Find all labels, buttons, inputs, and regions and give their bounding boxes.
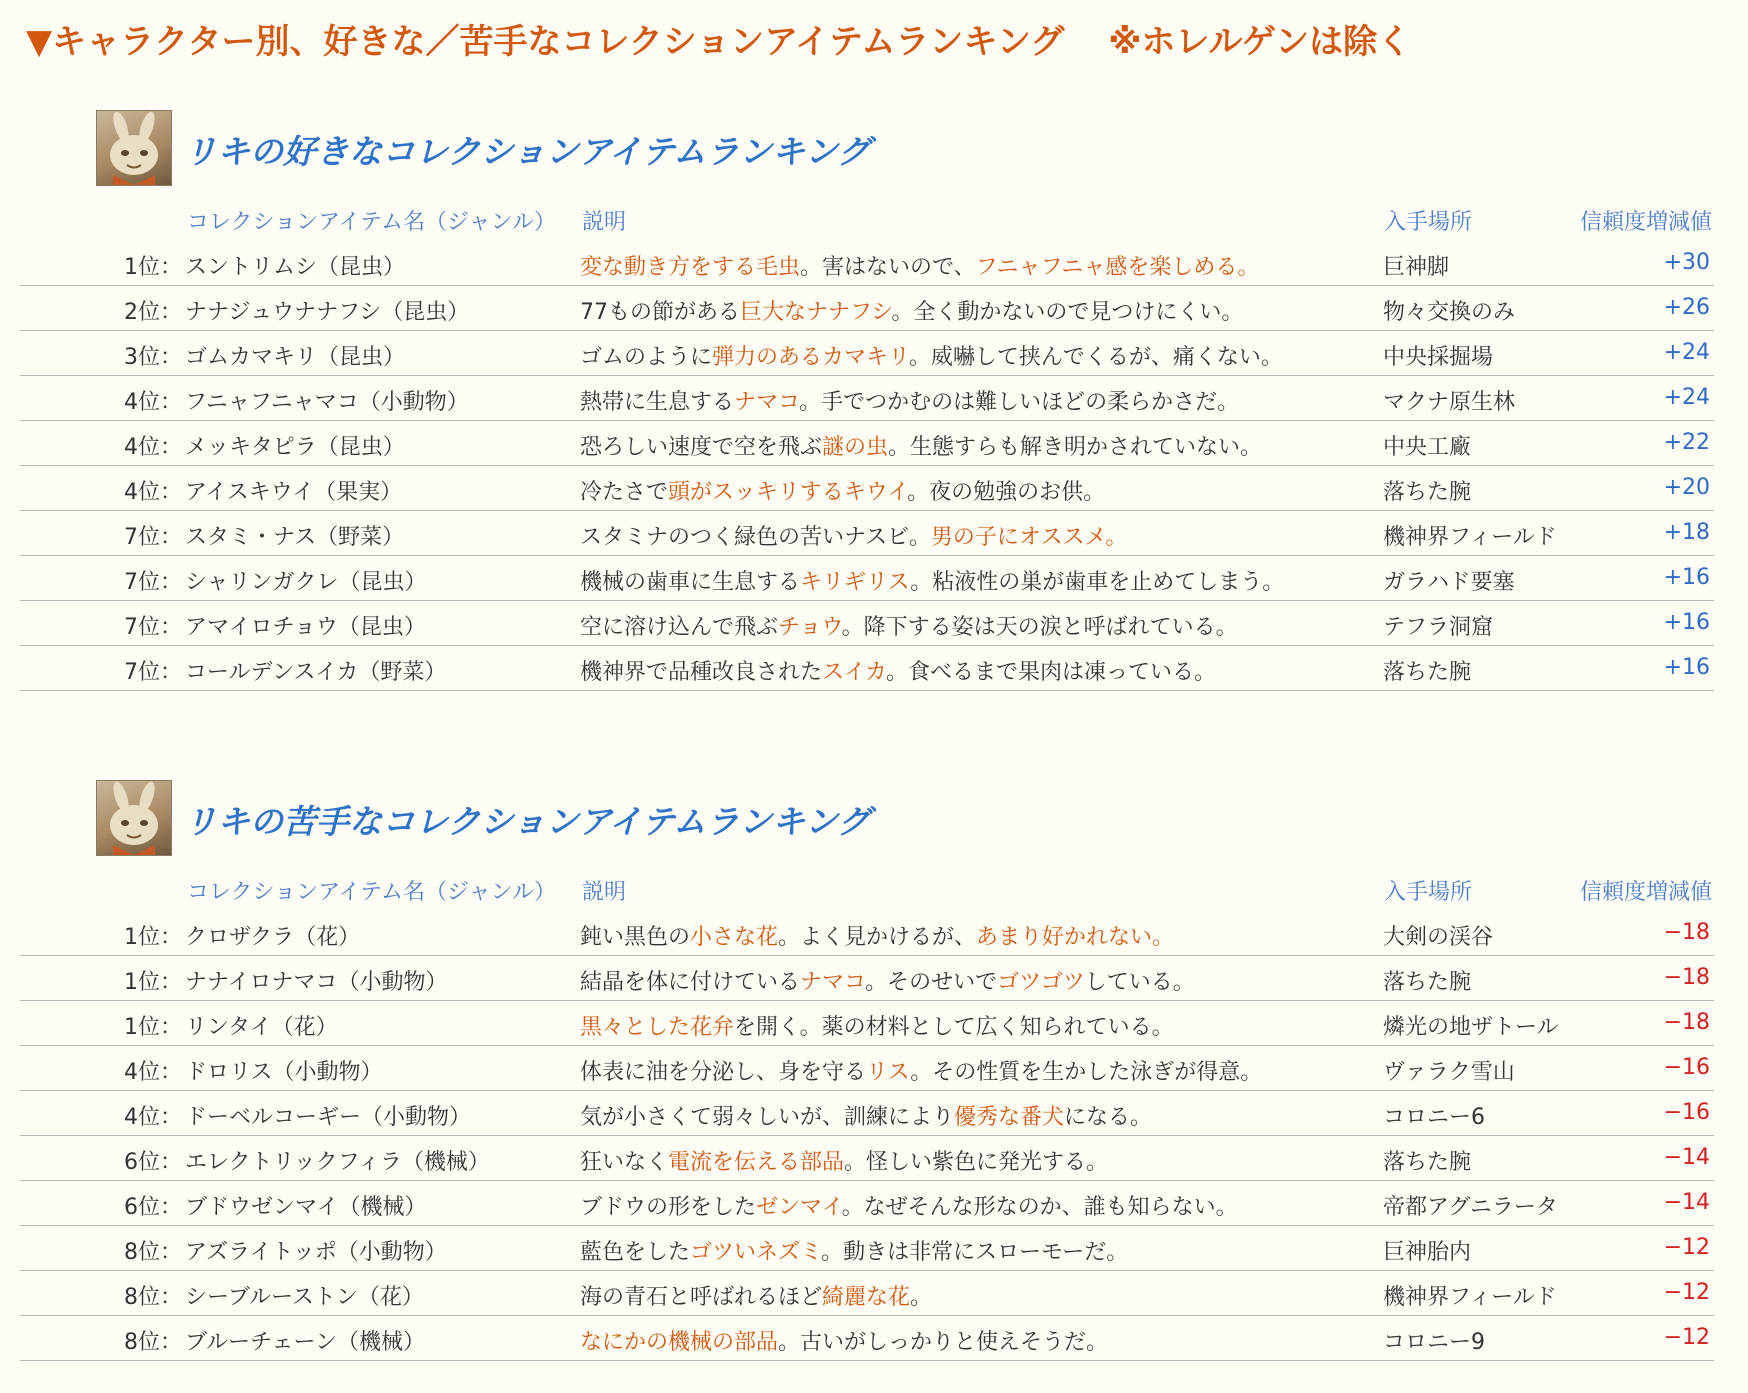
rank-label: 8位： bbox=[124, 1285, 182, 1310]
table-row bbox=[20, 1271, 1714, 1316]
header-place: 入手場所 bbox=[1384, 880, 1473, 905]
description-highlight: あまり好かれない。 bbox=[976, 925, 1175, 950]
description-highlight: ナマコ bbox=[800, 970, 866, 995]
item-description bbox=[580, 430, 1262, 461]
description-text: 恐ろしい速度で空を飛ぶ bbox=[580, 435, 823, 460]
rank-label: 7位： bbox=[124, 525, 182, 550]
header-value: 信頼度増減値 bbox=[1579, 880, 1712, 905]
table-row bbox=[20, 1091, 1714, 1136]
item-description bbox=[580, 1100, 1152, 1131]
item-location: 物々交換のみ bbox=[1383, 300, 1516, 325]
item-location: コロニー6 bbox=[1383, 1105, 1485, 1130]
description-text: 。威嚇して挟んでくるが、痛くない。 bbox=[908, 345, 1283, 370]
description-highlight: 綺麗な花 bbox=[822, 1285, 911, 1310]
item-name: クロザクラ（花） bbox=[185, 925, 361, 950]
item-name: リンタイ（花） bbox=[185, 1015, 338, 1040]
table-row bbox=[20, 956, 1714, 1001]
table-row bbox=[20, 646, 1714, 691]
description-highlight: ゼンマイ bbox=[756, 1195, 842, 1220]
item-name: コールデンスイカ（野菜） bbox=[185, 660, 447, 685]
description-text: スタミナのつく緑色の苦いナスビ。 bbox=[580, 525, 931, 550]
trust-value: +16 bbox=[1663, 610, 1710, 635]
description-text: 。 bbox=[910, 1285, 933, 1310]
table-row bbox=[20, 511, 1714, 556]
description-highlight: 変な動き方をする毛虫 bbox=[580, 255, 801, 280]
item-location: 巨神脚 bbox=[1383, 255, 1450, 280]
description-text: 。その性質を生かした泳ぎが得意。 bbox=[910, 1060, 1263, 1085]
description-highlight: 巨大なナナフシ bbox=[740, 300, 892, 325]
item-location: マクナ原生林 bbox=[1383, 390, 1516, 415]
header-name: コレクションアイテム名（ジャンル） bbox=[187, 210, 557, 235]
description-text: 鈍い黒色の bbox=[580, 925, 691, 950]
rank-label: 1位： bbox=[124, 255, 182, 280]
description-highlight: 小さな花 bbox=[690, 925, 779, 950]
item-name: アズライトッポ（小動物） bbox=[185, 1240, 447, 1265]
item-name: アイスキウイ（果実） bbox=[185, 480, 403, 505]
table-row bbox=[20, 1136, 1714, 1181]
item-description bbox=[580, 655, 1216, 686]
description-highlight: 優秀な番犬 bbox=[954, 1105, 1065, 1130]
table-row bbox=[20, 1001, 1714, 1046]
table-row bbox=[20, 241, 1714, 286]
table-row bbox=[20, 911, 1714, 956]
item-name: ナナジュウナナフシ（昆虫） bbox=[185, 300, 470, 325]
description-text: 熱帯に生息する bbox=[580, 390, 735, 415]
item-name: ブドウゼンマイ（機械） bbox=[185, 1195, 427, 1220]
description-text: 。なぜそんな形なのか、誰も知らない。 bbox=[841, 1195, 1238, 1220]
item-name: ドーベルコーギー（小動物） bbox=[185, 1105, 472, 1130]
trust-value: −12 bbox=[1663, 1280, 1710, 1305]
item-description bbox=[580, 1280, 932, 1311]
description-text: 気が小さくて弱々しいが、訓練により bbox=[580, 1105, 955, 1130]
riki-portrait-icon bbox=[96, 110, 172, 186]
description-text: 藍色をした bbox=[580, 1240, 691, 1265]
page-note: ※ホレルゲンは除く bbox=[1108, 22, 1412, 62]
ranking-table bbox=[20, 911, 1714, 1361]
description-highlight: キリギリス bbox=[800, 570, 911, 595]
item-location: 落ちた腕 bbox=[1383, 480, 1472, 505]
table-row bbox=[20, 466, 1714, 511]
trust-value: +30 bbox=[1663, 250, 1710, 275]
section-title: リキの好きなコレクションアイテムランキング bbox=[184, 132, 871, 171]
item-description bbox=[580, 965, 1195, 996]
description-text: 。古いがしっかりと使えそうだ。 bbox=[778, 1330, 1109, 1355]
item-description bbox=[580, 340, 1283, 371]
table-row bbox=[20, 1181, 1714, 1226]
description-text: ゴムのように bbox=[580, 345, 713, 370]
description-text: 。よく見かけるが、 bbox=[778, 925, 977, 950]
item-description bbox=[580, 1010, 1174, 1041]
item-name: ドロリス（小動物） bbox=[185, 1060, 383, 1085]
trust-value: +16 bbox=[1663, 655, 1710, 680]
item-location: 巨神胎内 bbox=[1383, 1240, 1472, 1265]
description-text: を開く。薬の材料として広く知られている。 bbox=[734, 1015, 1174, 1040]
page-title bbox=[26, 14, 1411, 63]
trust-value: −16 bbox=[1663, 1100, 1710, 1125]
rank-label: 4位： bbox=[124, 480, 182, 505]
item-location: 機神界フィールド bbox=[1383, 525, 1557, 550]
item-location: 大剣の渓谷 bbox=[1383, 925, 1494, 950]
description-text: 。そのせいで bbox=[865, 970, 998, 995]
trust-value: +18 bbox=[1663, 520, 1710, 545]
item-name: メッキタピラ（昆虫） bbox=[185, 435, 405, 460]
item-location: ガラハド要塞 bbox=[1383, 570, 1515, 595]
section-title: リキの苦手なコレクションアイテムランキング bbox=[184, 802, 871, 841]
item-description bbox=[580, 295, 1243, 326]
description-text: 。夜の勉強のお供。 bbox=[907, 480, 1106, 505]
description-text: 機神界で品種改良された bbox=[580, 660, 823, 685]
rank-label: 7位： bbox=[124, 570, 182, 595]
item-name: シーブルーストン（花） bbox=[185, 1285, 424, 1310]
description-text: 冷たさで bbox=[580, 480, 669, 505]
trust-value: +24 bbox=[1663, 340, 1710, 365]
rank-label: 7位： bbox=[124, 615, 182, 640]
item-location: 落ちた腕 bbox=[1383, 1150, 1472, 1175]
item-description bbox=[580, 385, 1239, 416]
ranking-table bbox=[20, 241, 1714, 691]
item-location: テフラ洞窟 bbox=[1383, 615, 1494, 640]
item-description bbox=[580, 475, 1105, 506]
item-description bbox=[580, 250, 1259, 281]
item-description bbox=[580, 920, 1174, 951]
rank-label: 4位： bbox=[124, 1060, 182, 1085]
trust-value: −18 bbox=[1663, 965, 1710, 990]
rank-label: 1位： bbox=[124, 970, 182, 995]
item-name: ゴムカマキリ（昆虫） bbox=[185, 345, 406, 370]
description-highlight: スイカ bbox=[822, 660, 887, 685]
item-location: 帝都アグニラータ bbox=[1383, 1195, 1558, 1220]
description-text: 。生態すらも解き明かされていない。 bbox=[888, 435, 1263, 460]
rank-label: 2位： bbox=[124, 300, 182, 325]
trust-value: −18 bbox=[1663, 920, 1710, 945]
item-location: 機神界フィールド bbox=[1383, 1285, 1557, 1310]
description-highlight: 謎の虫 bbox=[822, 435, 889, 460]
table-row bbox=[20, 1316, 1714, 1361]
description-text: 機械の歯車に生息する bbox=[580, 570, 801, 595]
item-name: フニャフニャマコ（小動物） bbox=[185, 390, 469, 415]
table-row bbox=[20, 376, 1714, 421]
trust-value: −18 bbox=[1663, 1010, 1710, 1035]
trust-value: +24 bbox=[1663, 385, 1710, 410]
description-highlight: 男の子にオススメ。 bbox=[930, 525, 1128, 550]
item-location: 中央工廠 bbox=[1383, 435, 1472, 460]
riki-portrait-icon bbox=[96, 780, 172, 856]
description-highlight: ゴツいネズミ bbox=[690, 1240, 822, 1265]
item-name: スントリムシ（昆虫） bbox=[185, 255, 406, 280]
trust-value: −14 bbox=[1663, 1190, 1710, 1215]
description-text: 空に溶け込んで飛ぶ bbox=[580, 615, 779, 640]
trust-value: +26 bbox=[1663, 295, 1710, 320]
table-row bbox=[20, 331, 1714, 376]
description-highlight: 弾力のあるカマキリ bbox=[712, 345, 909, 370]
description-text: 結晶を体に付けている bbox=[580, 970, 801, 995]
description-text: 77もの節がある bbox=[580, 300, 740, 325]
table-row bbox=[20, 286, 1714, 331]
description-highlight: なにかの機械の部品 bbox=[580, 1330, 779, 1355]
item-description bbox=[580, 610, 1238, 641]
page-title-text: ▼キャラクター別、好きな／苦手なコレクションアイテムランキング bbox=[26, 22, 1065, 62]
header-place: 入手場所 bbox=[1384, 210, 1473, 235]
item-name: エレクトリックフィラ（機械） bbox=[185, 1150, 490, 1175]
rank-label: 1位： bbox=[124, 1015, 182, 1040]
description-text: 。粘液性の巣が歯車を止めてしまう。 bbox=[910, 570, 1285, 595]
item-location: コロニー9 bbox=[1383, 1330, 1485, 1355]
description-text: 。食べるまで果肉は凍っている。 bbox=[886, 660, 1217, 685]
item-location: 落ちた腕 bbox=[1383, 970, 1472, 995]
item-location: 落ちた腕 bbox=[1383, 660, 1472, 685]
item-location: ヴァラク雪山 bbox=[1383, 1060, 1515, 1085]
description-highlight: 電流を伝える部品 bbox=[668, 1150, 845, 1175]
description-text: 海の青石と呼ばれるほど bbox=[580, 1285, 823, 1310]
trust-value: −16 bbox=[1663, 1055, 1710, 1080]
item-description bbox=[580, 1325, 1108, 1356]
item-description bbox=[580, 1055, 1262, 1086]
table-row bbox=[20, 1226, 1714, 1271]
trust-value: +22 bbox=[1663, 430, 1710, 455]
description-text: 狂いなく bbox=[580, 1150, 669, 1175]
table-row bbox=[20, 601, 1714, 646]
description-highlight: ゴツゴツ bbox=[997, 970, 1085, 995]
description-text: ブドウの形をした bbox=[580, 1195, 757, 1220]
description-text: している。 bbox=[1084, 970, 1195, 995]
description-text: になる。 bbox=[1064, 1105, 1153, 1130]
rank-label: 4位： bbox=[124, 1105, 182, 1130]
rank-label: 7位： bbox=[124, 660, 182, 685]
header-desc: 説明 bbox=[582, 210, 627, 235]
item-description bbox=[580, 520, 1127, 551]
description-highlight: チョウ bbox=[778, 615, 842, 640]
header-value: 信頼度増減値 bbox=[1579, 210, 1712, 235]
trust-value: −14 bbox=[1663, 1145, 1710, 1170]
header-name: コレクションアイテム名（ジャンル） bbox=[187, 880, 557, 905]
item-description bbox=[580, 1145, 1108, 1176]
item-location: 中央採掘場 bbox=[1383, 345, 1494, 370]
description-highlight: 黒々とした花弁 bbox=[580, 1015, 735, 1040]
item-name: ナナイロナマコ（小動物） bbox=[185, 970, 448, 995]
rank-label: 6位： bbox=[124, 1150, 182, 1175]
description-text: 。全く動かないので見つけにくい。 bbox=[891, 300, 1244, 325]
item-description bbox=[580, 565, 1284, 596]
description-highlight: フニャフニャ感を楽しめる。 bbox=[975, 255, 1260, 280]
header-desc: 説明 bbox=[582, 880, 627, 905]
description-text: 。怪しい紫色に発光する。 bbox=[844, 1150, 1109, 1175]
rank-label: 8位： bbox=[124, 1330, 182, 1355]
table-row bbox=[20, 1046, 1714, 1091]
table-header bbox=[0, 205, 1748, 237]
rank-label: 8位： bbox=[124, 1240, 182, 1265]
description-text: 。害はないので、 bbox=[800, 255, 976, 280]
description-highlight: 頭がスッキリするキウイ bbox=[668, 480, 908, 505]
rank-label: 4位： bbox=[124, 435, 182, 460]
description-text: 体表に油を分泌し、身を守る bbox=[580, 1060, 867, 1085]
description-text: 。動きは非常にスローモーだ。 bbox=[821, 1240, 1129, 1265]
description-text: 。降下する姿は天の涙と呼ばれている。 bbox=[841, 615, 1238, 640]
description-highlight: ナマコ bbox=[734, 390, 800, 415]
item-name: スタミ・ナス（野菜） bbox=[185, 525, 405, 550]
table-header bbox=[0, 875, 1748, 907]
item-description bbox=[580, 1235, 1128, 1266]
item-location: 燐光の地ザトール bbox=[1383, 1015, 1559, 1040]
table-row bbox=[20, 421, 1714, 466]
item-description bbox=[580, 1190, 1238, 1221]
description-text: 。手でつかむのは難しいほどの柔らかさだ。 bbox=[799, 390, 1240, 415]
trust-value: −12 bbox=[1663, 1235, 1710, 1260]
rank-label: 6位： bbox=[124, 1195, 182, 1220]
description-highlight: リス bbox=[866, 1060, 911, 1085]
rank-label: 4位： bbox=[124, 390, 182, 415]
item-name: ブルーチェーン（機械） bbox=[185, 1330, 426, 1355]
trust-value: +20 bbox=[1663, 475, 1710, 500]
rank-label: 3位： bbox=[124, 345, 182, 370]
item-name: アマイロチョウ（昆虫） bbox=[185, 615, 426, 640]
item-name: シャリンガクレ（昆虫） bbox=[185, 570, 427, 595]
rank-label: 1位： bbox=[124, 925, 182, 950]
trust-value: −12 bbox=[1663, 1325, 1710, 1350]
trust-value: +16 bbox=[1663, 565, 1710, 590]
table-row bbox=[20, 556, 1714, 601]
